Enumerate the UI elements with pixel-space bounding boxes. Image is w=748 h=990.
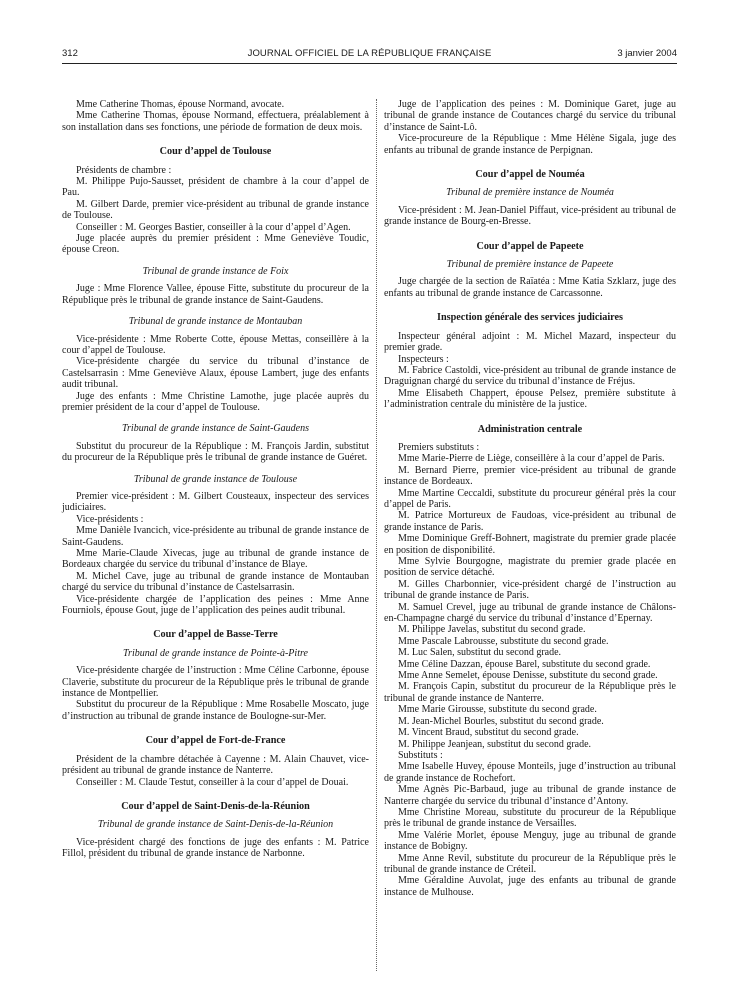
left-column [62,99,369,860]
appointment-paragraph: Substitut du procureur de la République : M. François Jardin, substitut du procureur de la République près le tribunal de grande instance de Guéret. [62,440,369,464]
section-heading: Cour d’appel de Basse-Terre [153,629,278,641]
section-heading: Cour d’appel de Toulouse [159,146,272,158]
tribunal-subheading: Tribunal de grande instance de Saint-Denis-de-la-Réunion [97,819,334,831]
appointment-paragraph: M. Fabrice Castoldi, vice-président au tribunal de grande instance de Draguignan chargé du service du tribunal d’instance de Fréjus. [384,364,676,388]
appointment-paragraph: Inspecteurs : [398,353,449,365]
appointment-paragraph: Juge : Mme Florence Vallee, épouse Fitte, substitute du procureur de la République près le tribunal de grande instance de Saint-Gaudens. [62,283,369,306]
appointment-paragraph: M. Gilbert Darde, premier vice-président au tribunal de grande instance de Toulouse. [62,198,369,222]
appointment-paragraph: Substituts : [398,749,443,761]
appointment-paragraph: Mme Sylvie Bourgogne, magistrate du premier grade placée en position de service détaché. [384,556,676,579]
column-separator [376,99,377,971]
tribunal-subheading: Tribunal de première instance de Nouméa [446,187,614,199]
header-rule [62,63,677,64]
appointment-paragraph: Vice-président chargé des fonctions de juge des enfants : M. Patrice Fillol, président du tribunal de grande instance de Narbonne. [62,836,369,860]
appointment-paragraph: M. Gilles Charbonnier, vice-président chargé de l’instruction au tribunal de grande instance de Paris. [384,578,676,602]
appointment-paragraph: Substitut du procureur de la République : Mme Rosabelle Moscato, juge d’instruction au tribunal de grande instance de Boulogne-sur-Mer. [62,699,369,722]
appointment-paragraph: Vice-président : M. Jean-Daniel Piffaut, vice-président au tribunal de grande instance de Bourg-en-Bresse. [384,204,676,228]
appointment-paragraph: Conseiller : M. Georges Bastier, conseiller à la cour d’appel d’Agen. [76,221,351,233]
appointment-paragraph: Juge des enfants : Mme Christine Lamothe, juge placée auprès du premier président de la cour d’appel de Toulouse. [62,390,369,413]
appointment-paragraph: M. Vincent Braud, substitut du second grade. [398,727,579,739]
section-heading: Cour d’appel de Nouméa [475,169,585,181]
appointment-paragraph: Mme Céline Dazzan, épouse Barel, substitute du second grade. [398,658,651,670]
appointment-paragraph: Mme Marie-Claude Xivecas, juge au tribunal de grande instance de Bordeaux chargée du service du tribunal d’instance de Blaye. [62,548,369,571]
appointment-paragraph: M. Philippe Pujo-Sausset, président de chambre à la cour d’appel de Pau. [62,176,369,199]
appointment-paragraph: Mme Anne Semelet, épouse Denisse, substitute du second grade. [398,670,658,682]
appointment-paragraph: Vice-présidente : Mme Roberte Cotte, épouse Mettas, conseillère à la cour d’appel de Toulouse. [62,333,369,356]
appointment-paragraph: Mme Marie Girousse, substitute du second grade. [398,704,597,716]
appointment-paragraph: M. Philippe Jeanjean, substitut du second grade. [398,738,592,750]
section-heading: Cour d’appel de Papeete [476,240,584,252]
section-heading: Cour d’appel de Saint-Denis-de-la-Réunion [121,800,310,812]
appointment-paragraph: Conseiller : M. Claude Testut, conseiller à la cour d’appel de Douai. [76,776,349,788]
appointment-paragraph: Inspecteur général adjoint : M. Michel Mazard, inspecteur du premier grade. [384,330,676,354]
appointment-paragraph: Juge placée auprès du premier président : Mme Geneviève Toudic, épouse Creon. [62,233,369,256]
section-heading: Inspection générale des services judiciaires [437,312,623,324]
appointment-paragraph: M. Jean-Michel Bourles, substitut du second grade. [398,715,604,727]
appointment-paragraph: Mme Agnès Pic-Barbaud, juge au tribunal de grande instance de Nanterre chargée du service du tribunal d’instance d’Antony. [384,784,676,807]
appointment-paragraph: Mme Catherine Thomas, épouse Normand, avocate. [76,99,285,110]
appointment-paragraph: M. Bernard Pierre, premier vice-président au tribunal de grande instance de Bordeaux. [384,464,676,488]
tribunal-subheading: Tribunal de grande instance de Foix [142,265,289,277]
appointment-paragraph: M. François Capin, substitut du procureur de la République près le tribunal de grande instance de Nanterre. [384,681,676,704]
appointment-paragraph: Vice-présidente chargée du service du tribunal d’instance de Castelsarrasin : Mme Geneviève Alaux, épouse Lambert, juge des enfants audit tribunal. [62,356,369,391]
appointment-paragraph: M. Michel Cave, juge au tribunal de grande instance de Montauban chargé du service du tribunal d’instance de Castelsarrasin. [62,570,369,594]
appointment-paragraph: Mme Pascale Labrousse, substitute du second grade. [398,635,609,647]
appointment-paragraph: Mme Martine Ceccaldi, substitute du procureur général près la cour d’appel de Paris. [384,487,676,510]
appointment-paragraph: Mme Danièle Ivancich, vice-présidente au tribunal de grande instance de Saint-Gaudens. [62,525,369,548]
page-number: 312 [62,48,78,59]
appointment-paragraph: Vice-présidente chargée de l’application des peines : Mme Anne Fourniols, épouse Gout, juge de l’application des peines audit tribunal. [62,593,369,617]
appointment-paragraph: Mme Catherine Thomas, épouse Normand, effectuera, préalablement à son installation dans ses fonctions, une période de formation de deux mois. [62,110,369,133]
appointment-paragraph: Juge de l’application des peines : M. Dominique Garet, juge au tribunal de grande instance de Coutances chargé du service du tribunal d’instance de Saint-Lô. [384,99,676,133]
tribunal-subheading: Tribunal de grande instance de Montauban [128,316,303,328]
right-column [384,99,676,898]
appointment-paragraph: M. Samuel Crevel, juge au tribunal de grande instance de Châlons-en-Champagne chargé du service du tribunal d’instance d’Epernay. [384,601,676,625]
appointment-paragraph: M. Luc Salen, substitut du second grade. [398,647,562,659]
appointment-paragraph: Présidents de chambre : [76,164,172,176]
appointment-paragraph: Premier vice-président : M. Gilbert Cousteaux, inspecteur des services judiciaires. [62,490,369,514]
appointment-paragraph: Mme Dominique Greff-Bohnert, magistrate du premier grade placée en position de disponibilité. [384,533,676,556]
section-heading: Administration centrale [477,423,583,435]
appointment-paragraph: Juge chargée de la section de Raïatéa : Mme Katia Szklarz, juge des enfants au tribunal de grande instance de Carcassonne. [384,276,676,299]
appointment-paragraph: Mme Elisabeth Chappert, épouse Pelsez, première substitute à l’administration centrale du ministère de la justice. [384,387,676,411]
appointment-paragraph: Mme Anne Revil, substitute du procureur de la République près le tribunal de grande instance de Créteil. [384,852,676,875]
appointment-paragraph: Vice-présidente chargée de l’instruction : Mme Céline Carbonne, épouse Claverie, substitute du procureur de la République près le tribunal de grande instance de Montpellier. [62,665,369,700]
appointment-paragraph: Vice-présidents : [76,513,144,525]
appointment-paragraph: Vice-procureure de la République : Mme Hélène Sigala, juge des enfants au tribunal de grande instance de Perpignan. [384,133,676,156]
tribunal-subheading: Tribunal de grande instance de Saint-Gaudens [122,423,309,435]
journal-title: JOURNAL OFFICIEL DE LA RÉPUBLIQUE FRANÇAISE [247,48,492,59]
appointment-paragraph: Président de la chambre détachée à Cayenne : M. Alain Chauvet, vice-président au tribunal de grande instance de Nanterre. [62,753,369,777]
appointment-paragraph: Mme Valérie Morlet, épouse Menguy, juge au tribunal de grande instance de Bobigny. [384,829,676,853]
appointment-paragraph: Mme Christine Moreau, substitute du procureur de la République près le tribunal de grande instance de Versailles. [384,806,676,830]
tribunal-subheading: Tribunal de première instance de Papeete [446,259,614,271]
appointment-paragraph: M. Philippe Javelas, substitut du second grade. [398,624,586,636]
section-heading: Cour d’appel de Fort-de-France [145,735,286,747]
tribunal-subheading: Tribunal de grande instance de Toulouse [133,473,298,485]
issue-date: 3 janvier 2004 [617,48,677,59]
appointment-paragraph: Mme Marie-Pierre de Liège, conseillère à la cour d’appel de Paris. [398,453,665,465]
page-header [62,48,677,62]
appointment-paragraph: Premiers substituts : [398,441,480,453]
appointment-paragraph: Mme Géraldine Auvolat, juge des enfants au tribunal de grande instance de Mulhouse. [384,875,676,898]
appointment-paragraph: M. Patrice Mortureux de Faudoas, vice-président au tribunal de grande instance de Paris. [384,510,676,533]
appointment-paragraph: Mme Isabelle Huvey, épouse Monteils, juge d’instruction au tribunal de grande instance de Rochefort. [384,761,676,784]
tribunal-subheading: Tribunal de grande instance de Pointe-à-Pitre [123,647,308,659]
